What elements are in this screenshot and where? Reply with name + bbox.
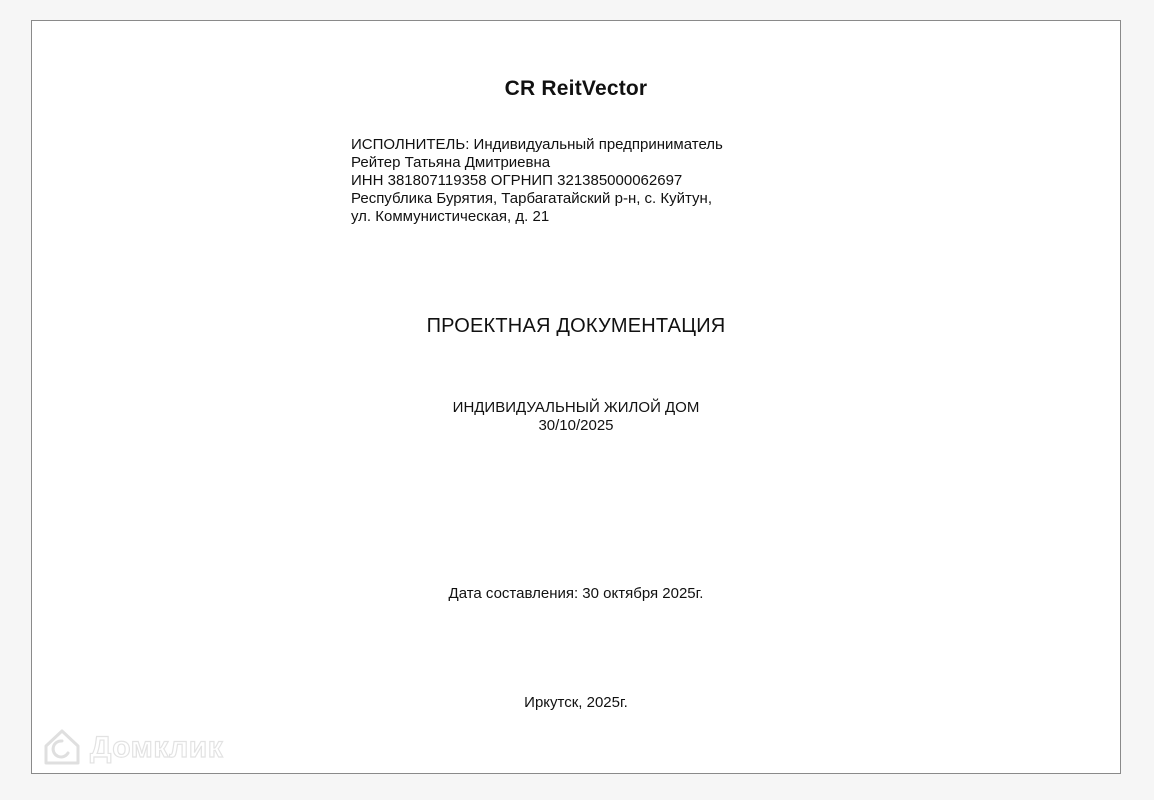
document-page xyxy=(31,20,1121,774)
company-title: CR ReitVector xyxy=(504,77,648,100)
executor-line: ИНН 381807119358 ОГРНИП 321385000062697 xyxy=(351,172,683,189)
document-type-heading: ПРОЕКТНАЯ ДОКУМЕНТАЦИЯ xyxy=(426,315,726,337)
executor-line: ул. Коммунистическая, д. 21 xyxy=(351,208,550,225)
object-block xyxy=(32,399,1120,435)
object-date: 30/10/2025 xyxy=(538,417,614,434)
domclick-house-logo-icon xyxy=(40,724,84,773)
watermark-text: Домклик xyxy=(90,731,224,764)
watermark xyxy=(40,724,223,772)
executor-line: Республика Бурятия, Тарбагатайский р-н, с. Куйтун, xyxy=(351,190,713,207)
executor-line: ИСПОЛНИТЕЛЬ: Индивидуальный предприниматель xyxy=(351,136,723,153)
executor-block xyxy=(351,136,723,226)
city-year: Иркутск, 2025г. xyxy=(524,694,628,711)
object-name: ИНДИВИДУАЛЬНЫЙ ЖИЛОЙ ДОМ xyxy=(452,399,700,416)
executor-line: Рейтер Татьяна Дмитриевна xyxy=(351,154,551,171)
compiled-date: Дата составления: 30 октября 2025г. xyxy=(448,585,704,602)
